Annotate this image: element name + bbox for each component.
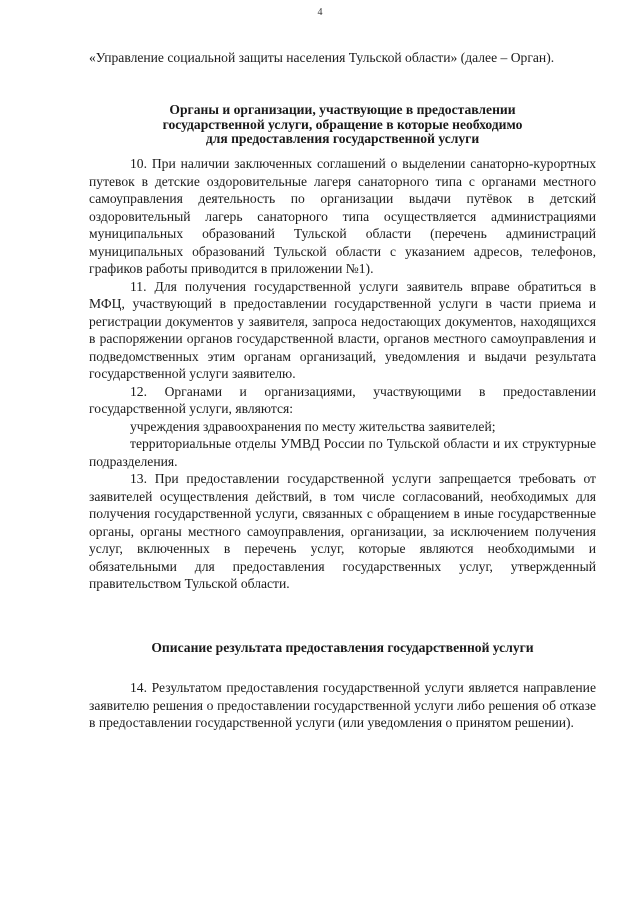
- intro-paragraph-block: [89, 49, 596, 67]
- paragraph-13: 13. При предоставлении государственной услуги запрещается требовать от заявителей осуществления действий, в том числе согласований, необходимых для получения государственной услуги, связанных с обращением в иные государственные органы, органы местного самоуправления, организации, за исключением получения услуг, включенных в перечень услуг, которые являются необходимыми и обязательными для предоставления государственных услуг, утвержденный правительством Тульской области.: [89, 471, 596, 591]
- intro-paragraph: «Управление социальной защиты населения Тульской области» (далее – Орган).: [89, 50, 555, 65]
- section-heading-result: [89, 641, 596, 656]
- paragraph-12-item-healthcare: учреждения здравоохранения по месту жительства заявителей;: [130, 418, 496, 434]
- heading-line-1: Органы и организации, участвующие в предоставлении: [169, 102, 516, 117]
- section-result-body: [89, 679, 596, 732]
- paragraph-14: 14. Результатом предоставления государственной услуги является направление заявителю решения о предоставлении государственной услуги либо решения об отказе в предоставлении государственной услуги (или уведомления о принятом решении).: [89, 680, 596, 730]
- paragraph-11: 11. Для получения государственной услуги заявитель вправе обратиться в МФЦ, участвующий в предоставлении государственной услуги в части приема и регистрации документов у заявителя, запроса недостающих документов, находящихся в распоряжении органов государственной власти, органов местного самоуправления и подведомственных этим органам организаций, уведомления и выдачи результата государственной услуги заявителю.: [89, 278, 596, 381]
- result-heading-text: Описание результата предоставления государственной услуги: [151, 640, 534, 655]
- section-organizations-body: [89, 155, 596, 593]
- paragraph-10: 10. При наличии заключенных соглашений о выделении санаторно-курортных путевок в детские оздоровительные лагеря санаторного типа с органами местного самоуправления деятельность по организации выдачи путёвок в детский оздоровительный лагерь санаторного типа осуществляется администрациями муниципальных образований Тульской области (перечень администраций муниципальных образований Тульской области с указанием адресов, телефонов, графиков работы приводится в приложении №1).: [89, 156, 596, 276]
- section-heading-organizations: [89, 103, 596, 147]
- paragraph-12-item-police: территориальные отделы УМВД России по Тульской области и их структурные подразделения.: [89, 436, 596, 469]
- paragraph-12: 12. Органами и организациями, участвующими в предоставлении государственной услуги, являются:: [89, 383, 596, 416]
- page-number: 4: [317, 7, 323, 18]
- heading-line-2: государственной услуги, обращение в которые необходимо: [162, 116, 523, 132]
- heading-line-3: для предоставления государственной услуги: [205, 131, 480, 146]
